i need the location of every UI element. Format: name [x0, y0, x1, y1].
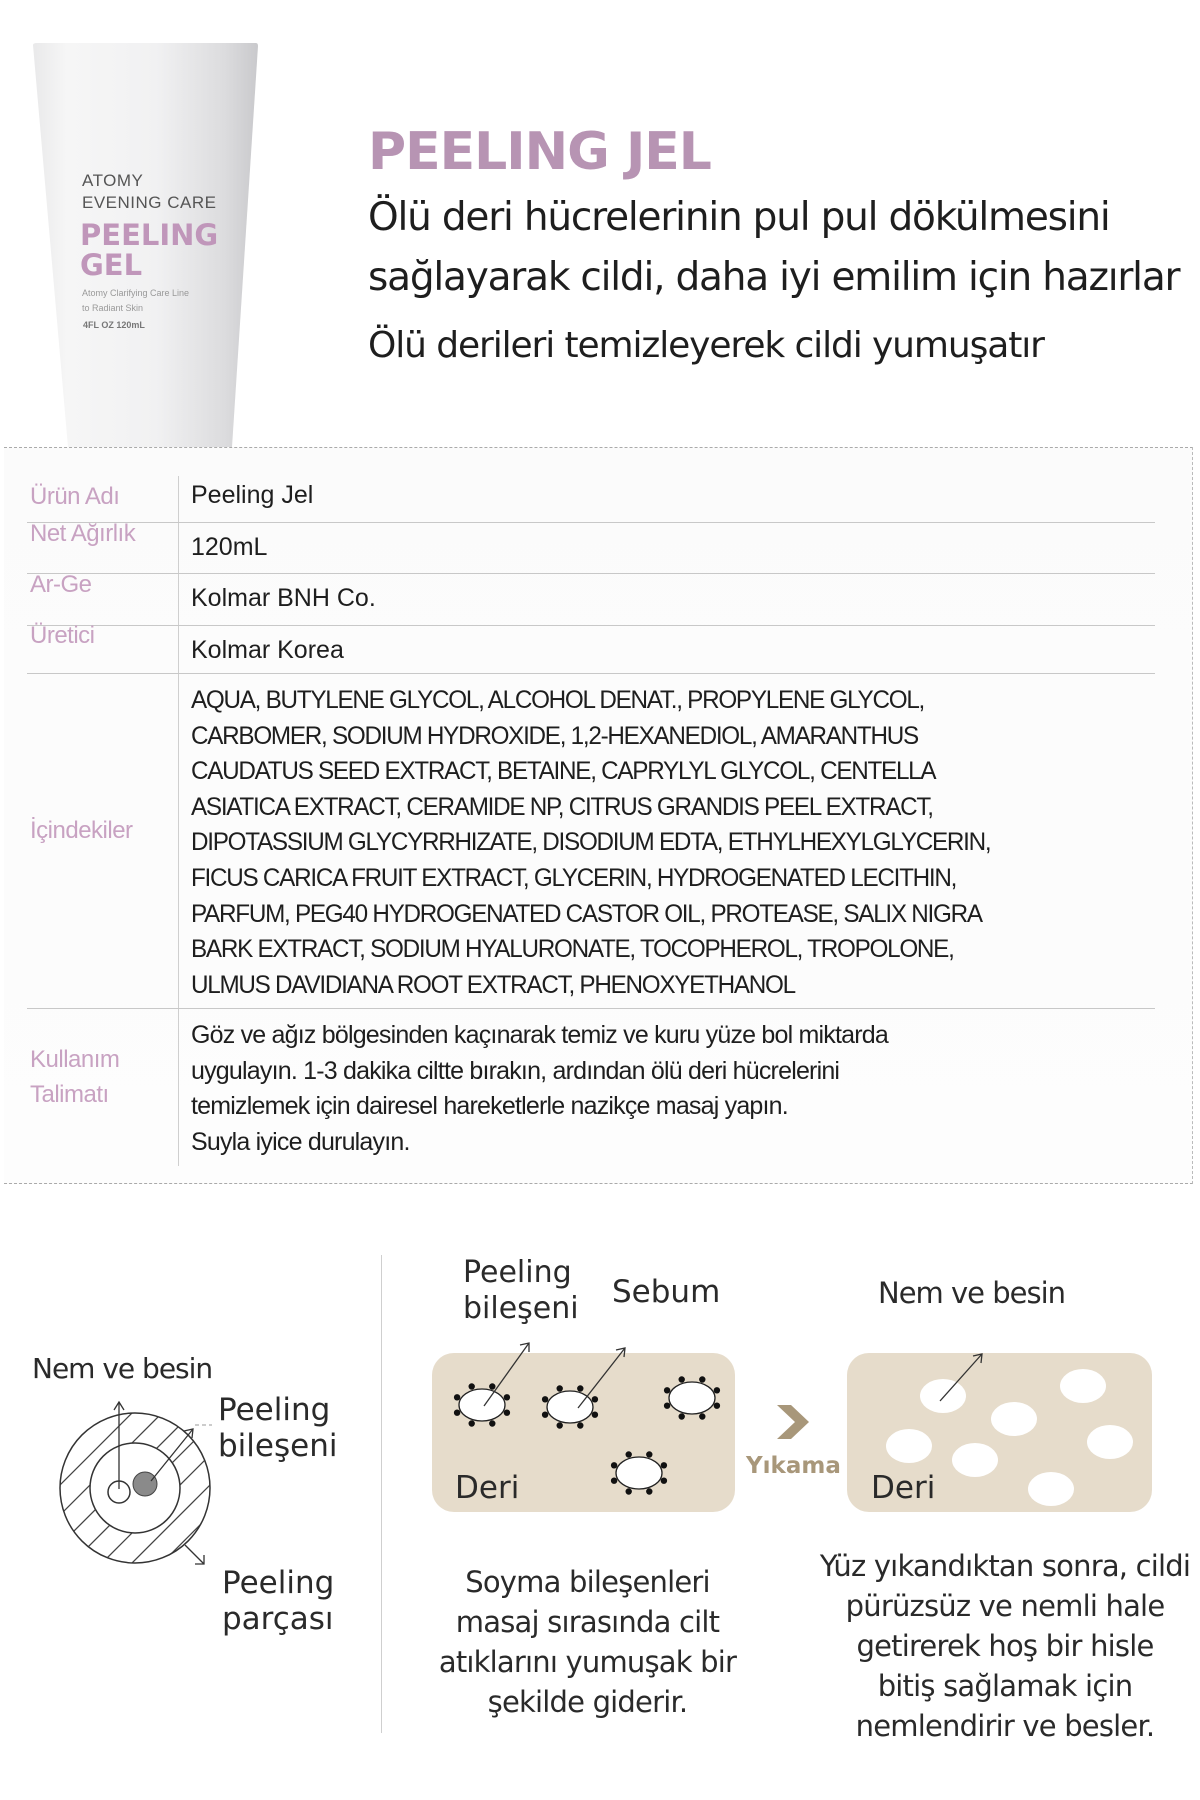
peeling-component-dot: [661, 1462, 667, 1468]
table-label-rnd: Ar-Ge: [30, 571, 92, 598]
ingredients-line: FICUS CARICA FRUIT EXTRACT, GLYCERIN, HYDROGENATED LECITHIN,: [191, 863, 957, 892]
step-label-washing: Yıkama: [746, 1453, 841, 1479]
ingredients-line: ULMUS DAVIDIANA ROOT EXTRACT, PHENOXYETHANOL: [191, 970, 795, 999]
table-row-divider: [27, 522, 1155, 523]
pore: [886, 1429, 932, 1463]
particle-component-label: [218, 1392, 337, 1464]
tube-volume: 4FL OZ 120mL: [83, 320, 145, 330]
before-sebum-label: Sebum: [612, 1274, 721, 1310]
peeling-component-dot: [646, 1488, 652, 1494]
peeling-component-dot: [133, 1472, 157, 1496]
peeling-component-dot: [489, 1420, 495, 1426]
before-skin-label: Deri: [455, 1470, 520, 1506]
peeling-component-dot: [626, 1488, 632, 1494]
tube-tagline-line: Atomy Clarifying Care Line: [82, 288, 190, 298]
table-row-divider: [27, 573, 1155, 574]
label-line: Peeling: [222, 1565, 335, 1601]
tube-brand-line: EVENING CARE: [82, 193, 217, 212]
ingredients-list: [191, 683, 1093, 1003]
peeling-component-dot: [679, 1376, 685, 1382]
peeling-component-dot: [664, 1387, 670, 1393]
subtitle-line: sağlayarak cildi, daha iyi emilim için hazırlar: [368, 255, 1180, 300]
table-value-manufacturer: Kolmar Korea: [191, 636, 344, 664]
pore: [1087, 1425, 1133, 1459]
label-line: bileşeni: [463, 1291, 579, 1326]
ingredients-line: PARFUM, PEG40 HYDROGENATED CASTOR OIL, PROTEASE, SALIX NIGRA: [191, 899, 982, 928]
label-line: Peeling: [463, 1255, 572, 1290]
usage-line: Göz ve ağız bölgesinden kaçınarak temiz ve kuru yüze bol miktarda: [191, 1021, 888, 1049]
page-title: PEELING JEL: [368, 122, 711, 182]
tube-name-line: GEL: [80, 248, 143, 282]
peeling-component-dot: [699, 1376, 705, 1382]
table-label-ingredients: İçindekiler: [30, 817, 133, 844]
label-line: bileşeni: [218, 1428, 338, 1464]
peeling-component-dot: [714, 1403, 720, 1409]
ingredients-line: ASIATICA EXTRACT, CERAMIDE NP, CITRUS GRANDIS PEEL EXTRACT,: [191, 792, 933, 821]
usage-line: temizlemek için dairesel hareketlerle nazikçe masaj yapın.: [191, 1092, 788, 1121]
usage-label-line: Kullanım: [30, 1046, 120, 1073]
peeling-component-dot: [454, 1410, 460, 1416]
table-row-divider: [27, 625, 1155, 626]
table-label-manufacturer: Üretici: [30, 622, 95, 649]
subtitle-line: Ölü deri hücrelerinin pul pul dökülmesini: [368, 195, 1110, 240]
page-subtitle: [368, 188, 1198, 308]
ingredients-line: BARK EXTRACT, SODIUM HYALURONATE, TOCOPHEROL, TROPOLONE,: [191, 935, 954, 964]
after-skin-label: Deri: [871, 1470, 936, 1506]
before-caption: [400, 1562, 775, 1722]
usage-instructions: [191, 1018, 888, 1160]
table-row-divider: [27, 1008, 1155, 1009]
particle-piece-label: [222, 1565, 334, 1637]
particle-moisture-label: Nem ve besin: [32, 1352, 213, 1385]
peeling-component-dot: [489, 1383, 495, 1389]
table-label-net-weight: Net Ağırlık: [30, 520, 136, 547]
chevron-right-icon: [775, 1403, 811, 1441]
pore: [920, 1379, 966, 1413]
peeling-component-dot: [504, 1410, 510, 1416]
table-label-product-name: Ürün Adı: [30, 483, 120, 510]
ingredients-line: CARBOMER, SODIUM HYDROXIDE, 1,2-HEXANEDIOL, AMARANTHUS: [191, 721, 918, 750]
caption-line: şekilde giderir.: [487, 1685, 688, 1719]
peeling-component-dot: [469, 1420, 475, 1426]
pore: [1028, 1472, 1074, 1506]
label-line: Peeling: [218, 1392, 331, 1428]
caption-line: nemlendirir ve besler.: [855, 1709, 1155, 1743]
tube-name-line: PEELING: [80, 218, 219, 252]
after-caption: [812, 1546, 1198, 1746]
peeling-component-dot: [626, 1451, 632, 1457]
peeling-component-dot: [542, 1396, 548, 1402]
peeling-component-dot: [542, 1412, 548, 1418]
usage-label-line: Talimatı: [30, 1081, 109, 1108]
caption-line: pürüzsüz ve nemli hale: [845, 1589, 1165, 1623]
label-line: parçası: [222, 1601, 334, 1637]
peeling-component-dot: [611, 1478, 617, 1484]
table-value-product-name: Peeling Jel: [191, 481, 314, 509]
caption-line: atıklarını yumuşak bir: [438, 1645, 737, 1679]
peeling-component-dot: [454, 1394, 460, 1400]
before-component-label: [463, 1255, 579, 1327]
peeling-component-dot: [557, 1385, 563, 1391]
page-subtitle-secondary: Ölü derileri temizleyerek cildi yumuşatır: [368, 325, 1044, 366]
peeling-component-dot: [714, 1387, 720, 1393]
pore: [952, 1443, 998, 1477]
peeling-component-dot: [469, 1383, 475, 1389]
peeling-component-dot: [611, 1462, 617, 1468]
tube-tagline: [82, 286, 189, 316]
pore: [991, 1402, 1037, 1436]
peeling-component-dot: [592, 1396, 598, 1402]
peeling-component-dot: [646, 1451, 652, 1457]
peeling-component-dot: [679, 1413, 685, 1419]
after-moisture-label: Nem ve besin: [878, 1276, 1066, 1310]
peeling-component-dot: [664, 1403, 670, 1409]
ingredients-line: AQUA, BUTYLENE GLYCOL, ALCOHOL DENAT., PROPYLENE GLYCOL,: [191, 686, 925, 714]
peeling-component-dot: [592, 1412, 598, 1418]
tube-brand: [82, 170, 216, 214]
table-column-divider: [178, 476, 179, 1166]
peeling-component-dot: [661, 1478, 667, 1484]
peeling-component-dot: [557, 1422, 563, 1428]
ingredients-line: DIPOTASSIUM GLYCYRRHIZATE, DISODIUM EDTA, ETHYLHEXYLGLYCERIN,: [191, 828, 991, 857]
table-row-divider: [27, 673, 1155, 674]
tube-tagline-line: to Radiant Skin: [82, 303, 144, 313]
table-value-rnd: Kolmar BNH Co.: [191, 584, 376, 612]
tube-brand-line: ATOMY: [82, 171, 144, 190]
peeling-component-dot: [699, 1413, 705, 1419]
peeling-component-dot: [504, 1394, 510, 1400]
peeling-component-dot: [577, 1422, 583, 1428]
caption-line: masaj sırasında cilt: [455, 1605, 720, 1639]
peeling-particle-diagram: [40, 1385, 240, 1585]
caption-line: Yüz yıkandıktan sonra, cildi: [819, 1549, 1191, 1583]
ingredients-line: CAUDATUS SEED EXTRACT, BETAINE, CAPRYLYL GLYCOL, CENTELLA: [191, 757, 936, 786]
pore: [1060, 1369, 1106, 1403]
usage-line: uygulayın. 1-3 dakika ciltte bırakın, ardından ölü deri hücrelerini: [191, 1056, 840, 1085]
usage-line: Suyla iyice durulayın.: [191, 1127, 410, 1156]
section-divider: [381, 1255, 382, 1733]
peeling-component-dot: [577, 1385, 583, 1391]
tube-product-name: [80, 220, 218, 280]
table-label-usage: [30, 1042, 119, 1112]
table-value-net-weight: 120mL: [191, 533, 268, 561]
caption-line: Soyma bileşenleri: [465, 1565, 710, 1599]
caption-line: bitiş sağlamak için: [877, 1669, 1133, 1703]
caption-line: getirerek hoş bir hisle: [856, 1629, 1154, 1663]
